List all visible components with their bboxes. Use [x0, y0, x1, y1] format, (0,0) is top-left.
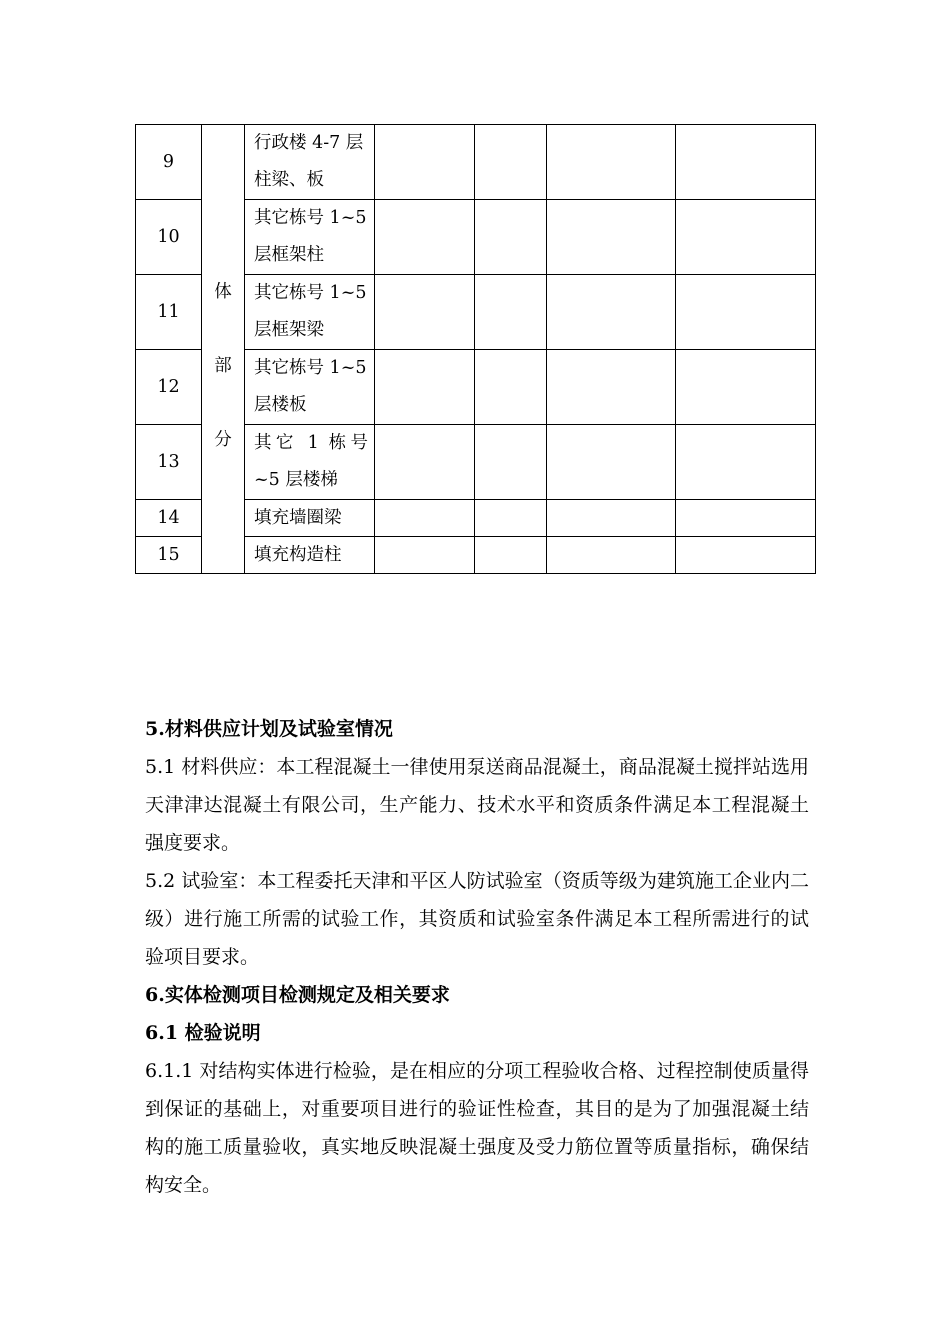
item-cell [245, 275, 375, 350]
item-line: 行政楼 4-7 层 [254, 133, 364, 153]
inspection-table [135, 124, 816, 574]
section-heading: 5.材料供应计划及试验室情况 [145, 718, 393, 740]
row-number: 14 [136, 500, 202, 537]
category-char: 分 [214, 429, 232, 450]
empty-cell [547, 125, 676, 200]
empty-cell [547, 500, 676, 537]
category-char: 体 [214, 281, 232, 302]
empty-cell [375, 200, 475, 275]
item-cell [245, 350, 375, 425]
empty-cell [676, 200, 816, 275]
empty-cell [676, 425, 816, 500]
empty-cell [676, 350, 816, 425]
row-number: 11 [136, 275, 202, 350]
empty-cell [475, 275, 547, 350]
empty-cell [375, 425, 475, 500]
empty-cell [475, 200, 547, 275]
item-line: 层框架梁 [254, 320, 324, 340]
item-line: 其它栋号 1~5 [254, 283, 367, 303]
empty-cell [375, 125, 475, 200]
empty-cell [547, 537, 676, 574]
paragraph: 5.2 试验室：本工程委托天津和平区人防试验室（资质等级为建筑施工企业内二级）进行施工所需的试验工作，其资质和试验室条件满足本工程所需进行的试验项目要求。 [145, 870, 809, 968]
empty-cell [475, 350, 547, 425]
empty-cell [375, 275, 475, 350]
document-body [145, 710, 809, 1204]
row-number: 13 [136, 425, 202, 500]
table-row [136, 125, 816, 200]
category-cell [202, 125, 245, 574]
empty-cell [475, 537, 547, 574]
item-line: ~5 层楼梯 [254, 470, 338, 490]
item-cell [245, 537, 375, 574]
empty-cell [547, 200, 676, 275]
item-line: 其它栋号 1~5 [254, 208, 367, 228]
item-cell [245, 500, 375, 537]
empty-cell [676, 275, 816, 350]
item-cell [245, 125, 375, 200]
empty-cell [475, 500, 547, 537]
empty-cell [375, 500, 475, 537]
item-line: 其它 1 栋号 [254, 433, 368, 453]
row-number: 15 [136, 537, 202, 574]
item-line: 其它栋号 1~5 [254, 358, 367, 378]
item-cell [245, 200, 375, 275]
section-heading: 6.实体检测项目检测规定及相关要求 [145, 984, 450, 1006]
empty-cell [547, 275, 676, 350]
paragraph: 5.1 材料供应：本工程混凝土一律使用泵送商品混凝土，商品混凝土搅拌站选用天津津达混凝土有限公司，生产能力、技术水平和资质条件满足本工程混凝土强度要求。 [145, 756, 809, 854]
row-number: 9 [136, 125, 202, 200]
row-number: 10 [136, 200, 202, 275]
item-line: 层框架柱 [254, 245, 324, 265]
empty-cell [375, 350, 475, 425]
empty-cell [375, 537, 475, 574]
item-line: 层楼板 [254, 395, 307, 415]
item-line: 柱梁、板 [254, 170, 324, 190]
empty-cell [676, 500, 816, 537]
empty-cell [676, 537, 816, 574]
empty-cell [547, 350, 676, 425]
paragraph: 6.1.1 对结构实体进行检验，是在相应的分项工程验收合格、过程控制使质量得到保证的基础上，对重要项目进行的验证性检查，其目的是为了加强混凝土结构的施工质量验收，真实地反映混凝土强度及受力筋位置等质量指标，确保结构安全。 [145, 1060, 809, 1196]
subsection-heading: 6.1 检验说明 [145, 1022, 261, 1044]
item-line: 填充构造柱 [254, 545, 342, 565]
row-number: 12 [136, 350, 202, 425]
empty-cell [475, 425, 547, 500]
empty-cell [547, 425, 676, 500]
item-cell [245, 425, 375, 500]
item-line: 填充墙圈梁 [254, 508, 342, 528]
category-char: 部 [214, 355, 232, 376]
empty-cell [676, 125, 816, 200]
empty-cell [475, 125, 547, 200]
